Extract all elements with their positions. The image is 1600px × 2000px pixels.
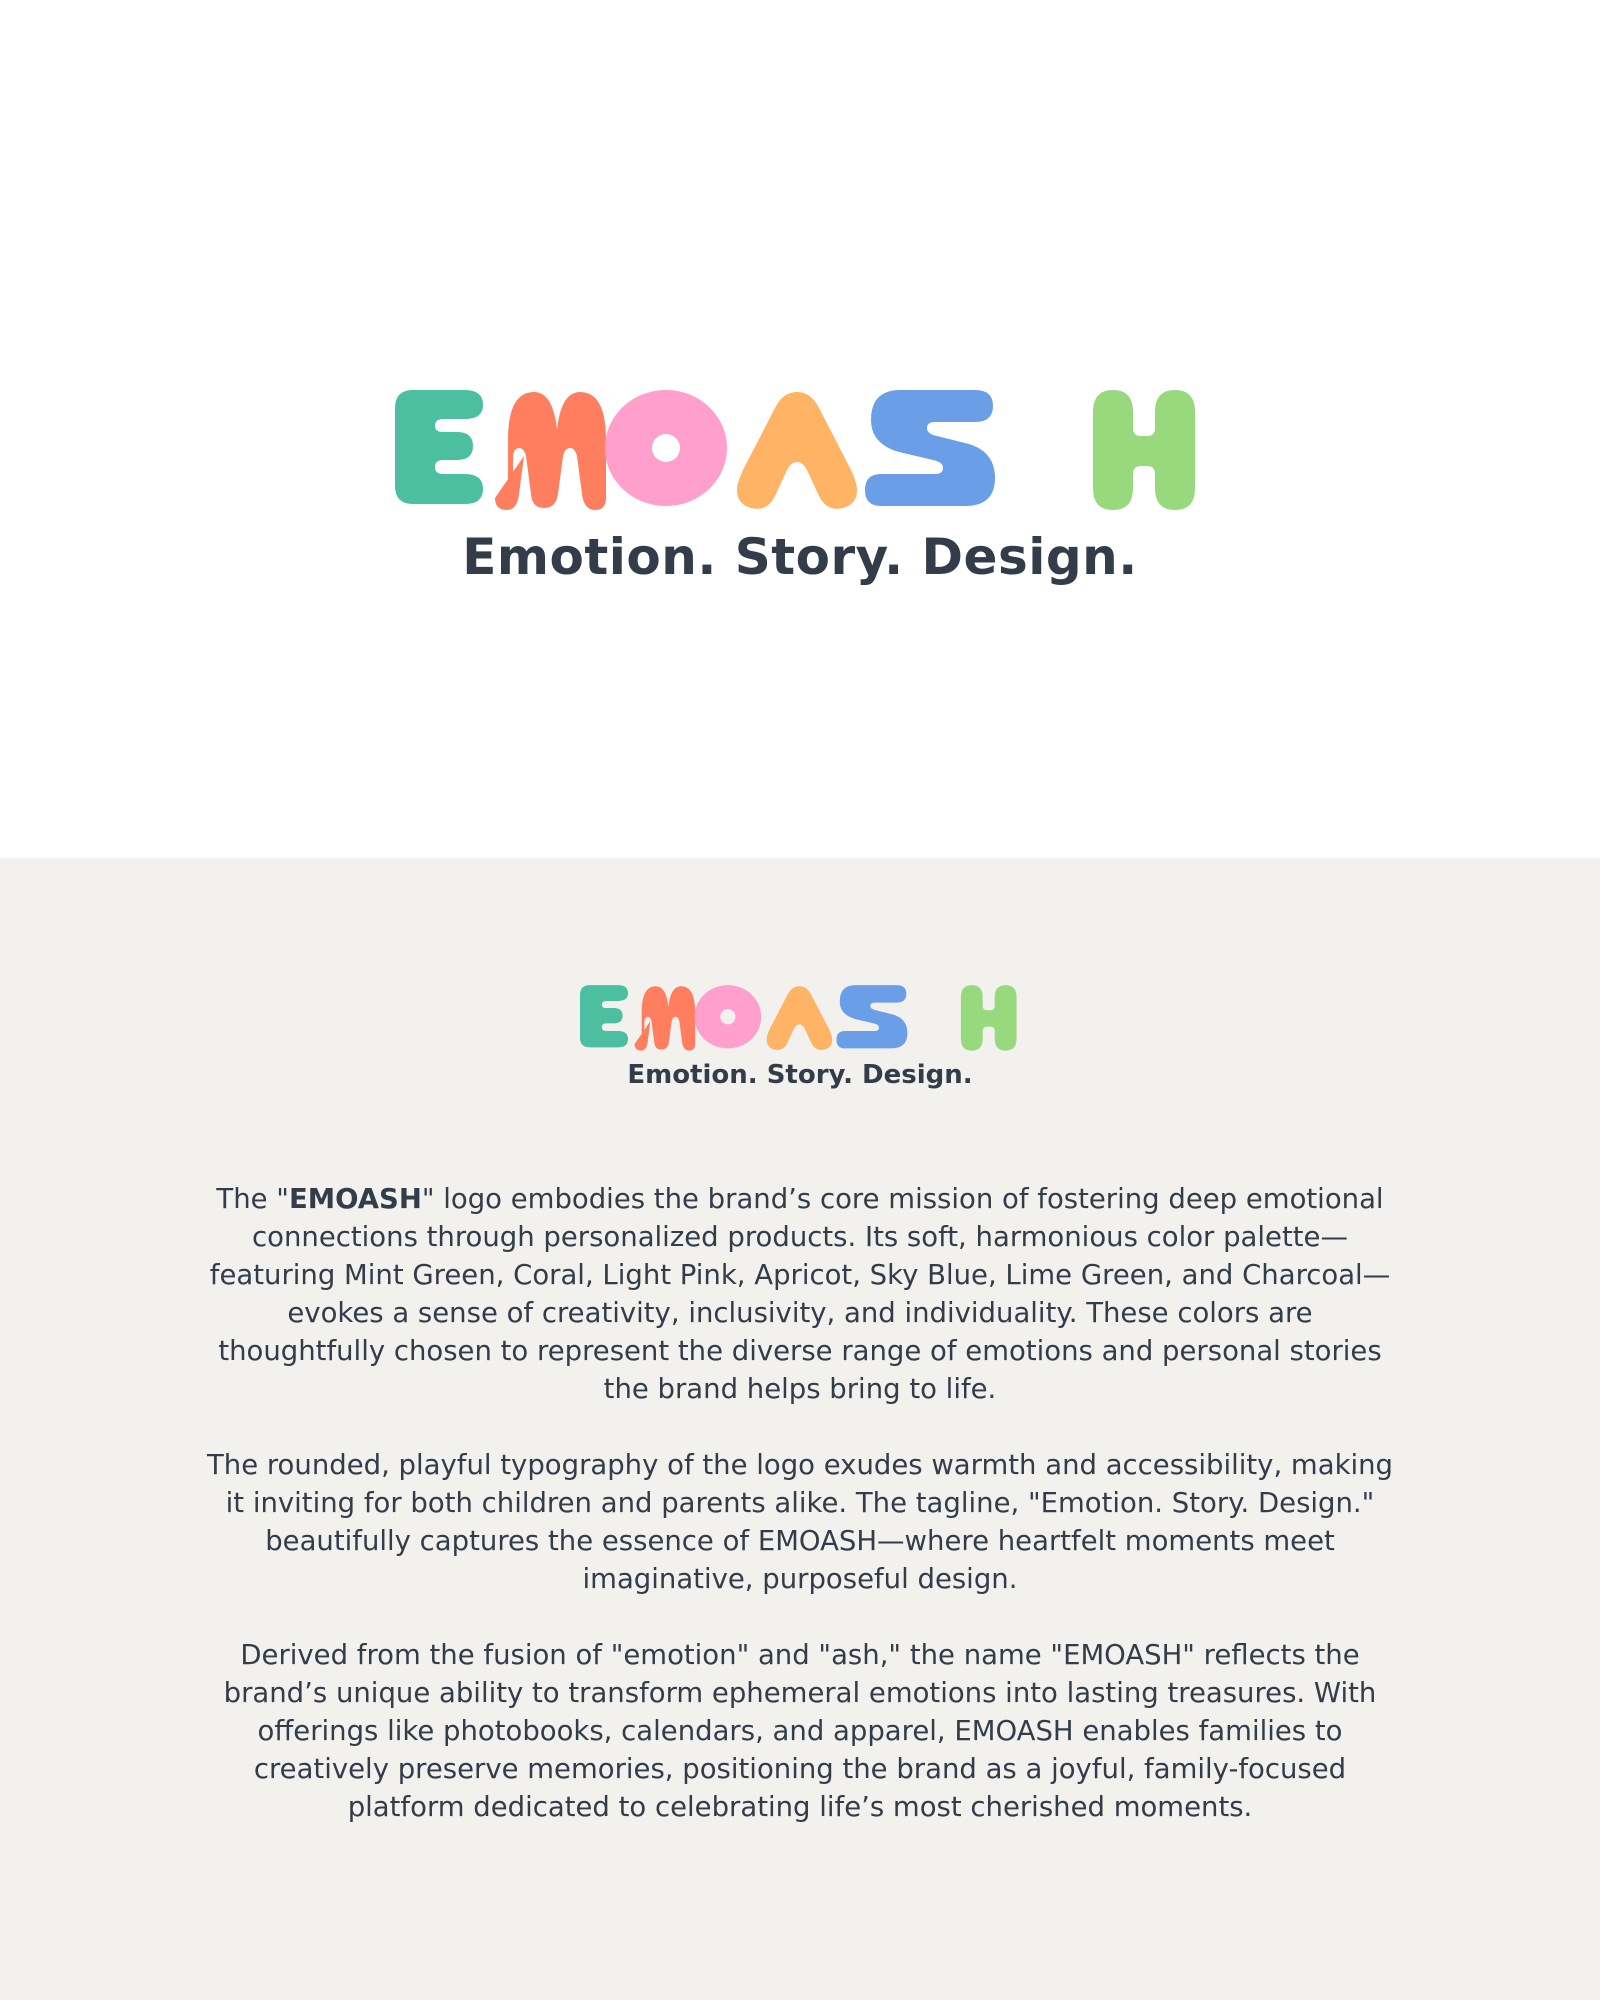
emoash-logo [395,390,1205,516]
logo-letter-h [1093,390,1195,510]
brand-description [200,1180,1400,1864]
description-paragraph-3: Derived from the fusion of "emotion" and "ash," the name "EMOASH" reflects the brand’s unique ability to transform ephemeral emotions into lasting treasures. With offerings like photobooks, calendars, and apparel, EMOASH enables families to creatively preserve memories, positioning the brand as a joyful, family-focused platform dedicated to celebrating life’s most cherished moments. [223,1639,1377,1823]
p1-brand-name: EMOASH [288,1183,422,1215]
hero-tagline: Emotion. Story. Design. [462,528,1138,586]
emoash-logo-mark [395,390,1205,516]
p1-text-start: The " [216,1183,289,1215]
logo-letter-s [865,390,995,506]
description-paragraph-2: The rounded, playful typography of the logo exudes warmth and accessibility, making it inviting for both children and parents alike. The tagline, "Emotion. Story. Design." beautifully captures the essence of EMOASH—where heartfelt moments meet imaginative, purposeful design. [206,1449,1394,1595]
logo-letter-e [395,390,483,504]
logo-letter-o [605,390,727,506]
logo-letter-a [737,392,857,509]
p1-text-rest: " logo embodies the brand’s core mission of fostering deep emotional connections through personalized products. Its soft, harmonious color palette—featuring Mint Green, Coral, Light Pink, Apricot, Sky Blue, Lime Green, and Charcoal—evokes a sense of creativity, inclusivity, and individuality. These colors are thoughtfully chosen to represent the diverse range of emotions and personal stories the brand helps bring to life. [209,1183,1391,1405]
description-paragraph-1 [200,1180,1400,1408]
logo-letter-m [495,392,606,510]
emoash-logo-small [580,985,1022,1054]
emoash-logo-small-mark [580,985,1022,1054]
panel-tagline: Emotion. Story. Design. [627,1060,973,1090]
